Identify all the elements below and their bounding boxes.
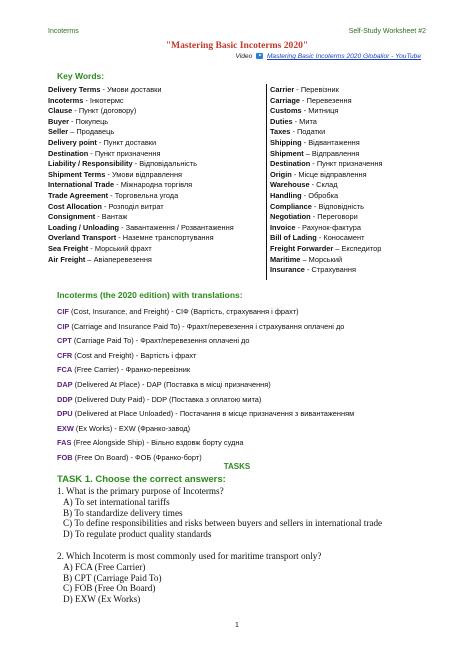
- key-word-term: Freight Forwarder: [270, 243, 334, 253]
- incoterm-code: CIF: [57, 307, 69, 316]
- key-word-translation: Пункт призначення: [94, 148, 161, 158]
- incoterm-description: (Carriage Paid To) - Фрахт/перевезення оплачені до: [71, 336, 250, 346]
- key-word-translation: Податки: [297, 127, 326, 137]
- answer-option: D) EXW (Ex Works): [63, 594, 141, 605]
- key-word-term: Delivery point: [48, 137, 97, 147]
- key-words-heading: Key Words:: [57, 71, 105, 81]
- key-word-translation: Відповідальність: [139, 159, 197, 169]
- answer-option: B) To standardize delivery times: [63, 507, 183, 518]
- incoterm-row: [57, 393, 447, 408]
- answer-option: B) CPT (Carriage Paid To): [63, 572, 162, 583]
- key-word-separator: -: [116, 233, 123, 243]
- key-word-translation: Вантаж: [101, 212, 128, 222]
- key-word-translation: Розподіл витрат: [108, 201, 164, 211]
- key-word-term: Handling: [270, 190, 302, 200]
- key-word-translation: Пункт доставки: [103, 137, 157, 147]
- video-link[interactable]: Mastering Basic Incoterms 2020 Globalior - YouTube: [266, 53, 421, 60]
- key-word-term: Consignment: [48, 212, 96, 222]
- incoterm-description: (Free On Board) - ФОБ (Франко-борт): [72, 452, 202, 462]
- key-word-term: Duties: [270, 116, 293, 126]
- incoterm-row: [57, 349, 447, 364]
- incoterms-list: [57, 305, 447, 466]
- incoterm-row: [57, 320, 447, 335]
- questions-list: [57, 486, 457, 605]
- incoterm-description: (Free Alongside Ship) - Вільно вздовж борту судна: [71, 438, 244, 448]
- key-word-translation: Експедитор: [341, 243, 382, 253]
- incoterm-description: (Cost and Freight) - Вартість і фрахт: [72, 350, 197, 360]
- key-word-term: Seller: [48, 127, 69, 137]
- key-word-term: Carrier: [270, 85, 295, 94]
- key-word-row: [270, 244, 440, 255]
- key-word-separator: –: [300, 254, 309, 264]
- key-word-separator: –: [303, 148, 312, 158]
- key-word-term: Negotiation: [270, 212, 311, 222]
- key-word-translation: Митниця: [308, 106, 339, 116]
- incoterm-row: [57, 363, 447, 378]
- key-word-separator: -: [311, 201, 319, 211]
- key-word-row: [48, 223, 263, 234]
- incoterm-code: DDP: [57, 394, 73, 404]
- key-word-translation: Переговори: [317, 212, 358, 222]
- key-word-separator: -: [295, 222, 303, 232]
- incoterm-description: (Delivered Duty Paid) - DDP (Поставка з оплатою мита): [72, 394, 262, 404]
- key-word-row: [270, 117, 440, 128]
- key-word-separator: -: [292, 116, 300, 126]
- question-block: [57, 551, 457, 605]
- key-word-term: Air Freight: [48, 254, 86, 264]
- key-word-translation: Відвантаження: [308, 137, 360, 147]
- key-word-translation: Відповідність: [318, 201, 364, 211]
- key-word-row: [48, 180, 263, 191]
- answer-option: A) FCA (Free Carrier): [63, 561, 146, 572]
- key-word-separator: -: [95, 212, 102, 222]
- video-icon: [256, 53, 263, 59]
- key-word-term: Customs: [270, 106, 302, 116]
- key-word-separator: -: [300, 95, 307, 105]
- key-word-row: [48, 106, 263, 117]
- key-word-separator: -: [309, 180, 317, 190]
- key-word-row: [48, 170, 263, 181]
- key-word-translation: Умови відправлення: [111, 169, 183, 179]
- key-word-separator: -: [101, 201, 109, 211]
- key-word-row: [270, 85, 440, 96]
- key-word-separator: -: [301, 137, 309, 147]
- key-word-translation: Продавець: [76, 127, 115, 137]
- key-word-row: [270, 212, 440, 223]
- key-word-translation: Обробка: [308, 190, 339, 200]
- key-word-term: Origin: [270, 169, 292, 179]
- key-word-term: Insurance: [270, 265, 305, 275]
- key-word-separator: -: [304, 265, 312, 275]
- key-word-row: [270, 127, 440, 138]
- key-word-translation: Умови доставки: [107, 85, 162, 94]
- key-word-term: Shipment: [270, 148, 304, 158]
- incoterm-code: FAS: [57, 438, 72, 448]
- key-word-separator: -: [291, 169, 299, 179]
- key-word-translation: Коносамент: [323, 233, 365, 243]
- key-word-row: [270, 159, 440, 170]
- incoterm-description: (Ex Works) - EXW (Франко-завод): [73, 423, 191, 433]
- video-label: Video: [235, 53, 253, 60]
- answer-option: C) FOB (Free On Board): [63, 583, 156, 594]
- key-word-row: [48, 138, 263, 149]
- key-word-row: [270, 180, 440, 191]
- key-word-row: [270, 138, 440, 149]
- key-word-translation: Міжнародна торгівля: [120, 180, 193, 190]
- key-word-row: [48, 149, 263, 160]
- key-word-row: [48, 233, 263, 244]
- key-word-row: [48, 244, 263, 255]
- key-words-left: [48, 85, 263, 265]
- key-word-translation: Перевезення: [306, 95, 352, 105]
- key-word-term: International Trade: [48, 180, 115, 190]
- incoterm-row: [57, 436, 447, 451]
- key-word-translation: Авіаперевезення: [93, 254, 152, 264]
- key-word-separator: -: [100, 85, 108, 94]
- incoterm-code: FCA: [57, 365, 73, 375]
- key-word-row: [48, 85, 263, 96]
- key-word-separator: -: [301, 106, 309, 116]
- key-word-separator: –: [333, 243, 342, 253]
- incoterm-code: DAP: [57, 379, 73, 389]
- key-word-row: [270, 233, 440, 244]
- key-word-row: [48, 202, 263, 213]
- key-word-term: Warehouse: [270, 180, 310, 190]
- column-divider: [266, 84, 267, 280]
- key-word-separator: -: [301, 190, 309, 200]
- key-word-row: [270, 255, 440, 266]
- incoterms-heading: Incoterms (the 2020 edition) with translations:: [57, 290, 243, 300]
- key-word-term: Delivery Terms: [48, 85, 101, 94]
- key-word-term: Loading / Unloading: [48, 222, 120, 232]
- answer-option: C) To define responsibilities and risks between buyers and sellers in international trade: [63, 518, 383, 529]
- key-word-translation: Інкотермс: [89, 95, 124, 105]
- key-word-translation: Перевізник: [300, 85, 339, 94]
- answer-option: D) To regulate product quality standards: [63, 529, 212, 540]
- key-word-separator: -: [72, 106, 79, 116]
- key-word-separator: -: [316, 233, 324, 243]
- key-word-translation: Наземне транспортування: [122, 233, 214, 243]
- key-word-term: Compliance: [270, 201, 312, 211]
- key-word-translation: Пункт призначення: [316, 159, 383, 169]
- key-word-term: Incoterms: [48, 95, 84, 105]
- key-word-row: [270, 170, 440, 181]
- key-words-right: [270, 85, 440, 276]
- incoterm-description: (Free Carrier) - Франко-перевізник: [72, 365, 191, 375]
- page-title: "Mastering Basic Incoterms 2020": [165, 40, 309, 51]
- key-word-separator: -: [108, 190, 115, 200]
- key-word-term: Maritime: [270, 254, 301, 264]
- key-word-separator: -: [105, 169, 112, 179]
- key-word-term: Liability / Responsibility: [48, 159, 133, 169]
- key-word-row: [270, 202, 440, 213]
- key-word-translation: Покупець: [75, 116, 109, 126]
- key-word-term: Sea Freight: [48, 243, 89, 253]
- key-word-row: [48, 117, 263, 128]
- incoterm-row: [57, 334, 447, 349]
- key-word-row: [270, 106, 440, 117]
- key-word-separator: -: [68, 116, 76, 126]
- key-word-translation: Відправлення: [311, 148, 360, 158]
- header-left: Incoterms: [48, 28, 79, 35]
- answer-option: A) To set international tariffs: [63, 496, 170, 507]
- key-word-translation: Морський фрахт: [94, 243, 152, 253]
- key-word-translation: Морський: [308, 254, 343, 264]
- key-word-row: [48, 212, 263, 223]
- key-word-term: Buyer: [48, 116, 69, 126]
- key-word-row: [270, 265, 440, 276]
- key-word-separator: -: [96, 137, 104, 147]
- question-block: [57, 486, 457, 540]
- key-word-term: Trade Agreement: [48, 190, 109, 200]
- key-word-separator: -: [83, 95, 90, 105]
- task1-heading: TASK 1. Choose the correct answers:: [57, 474, 226, 485]
- key-word-term: Destination: [48, 148, 89, 158]
- incoterm-row: [57, 378, 447, 393]
- key-word-separator: -: [114, 180, 121, 190]
- key-word-row: [270, 149, 440, 160]
- key-word-translation: Мита: [299, 116, 317, 126]
- key-word-term: Shipping: [270, 137, 302, 147]
- key-word-separator: -: [310, 212, 318, 222]
- key-word-term: Carriage: [270, 95, 300, 105]
- key-word-row: [48, 159, 263, 170]
- incoterm-row: [57, 305, 447, 320]
- incoterm-code: CIP: [57, 321, 70, 331]
- key-word-translation: Місце відправлення: [298, 169, 367, 179]
- incoterm-description: (Delivered at Place Unloaded) - Постачання в місце призначення з вивантаженням: [72, 409, 355, 419]
- key-word-translation: Завантаження / Розвантаження: [125, 222, 234, 232]
- key-word-term: Clause: [48, 106, 73, 116]
- header-right: Self-Study Worksheet #2: [348, 28, 426, 35]
- key-word-translation: Пункт (договору): [78, 106, 137, 116]
- key-word-term: Destination: [270, 159, 311, 169]
- key-word-row: [270, 96, 440, 107]
- incoterm-code: CPT: [57, 336, 72, 346]
- key-word-translation: Торговельна угода: [114, 190, 179, 200]
- key-word-separator: -: [294, 85, 301, 94]
- incoterm-code: CFR: [57, 350, 73, 360]
- key-word-separator: -: [132, 159, 140, 169]
- key-word-separator: -: [119, 222, 126, 232]
- key-word-translation: Склад: [316, 180, 338, 190]
- key-word-row: [48, 127, 263, 138]
- incoterm-description: (Cost, Insurance, and Freight) - СІФ (Вартість, страхування і фрахт): [68, 307, 299, 316]
- key-word-separator: -: [88, 148, 95, 158]
- key-word-row: [48, 96, 263, 107]
- key-word-term: Taxes: [270, 127, 291, 137]
- key-word-translation: Страхування: [311, 265, 356, 275]
- video-line: [236, 53, 422, 60]
- incoterm-code: FOB: [57, 452, 73, 462]
- key-word-term: Cost Allocation: [48, 201, 102, 211]
- key-word-row: [48, 191, 263, 202]
- question-text: 2. Which Incoterm is most commonly used for maritime transport only?: [57, 550, 322, 561]
- incoterm-description: (Delivered At Place) - DAP (Поставка в місці призначення): [72, 379, 271, 389]
- question-text: 1. What is the primary purpose of Incoterms?: [57, 486, 224, 496]
- key-word-separator: –: [68, 127, 77, 137]
- incoterm-row: [57, 407, 447, 422]
- key-word-translation: Рахунок-фактура: [302, 222, 361, 232]
- key-word-separator: -: [290, 127, 297, 137]
- key-word-term: Invoice: [270, 222, 296, 232]
- tasks-heading: TASKS: [223, 462, 251, 471]
- key-word-separator: –: [85, 254, 94, 264]
- key-word-term: Shipment Terms: [48, 169, 106, 179]
- key-word-term: Overland Transport: [48, 233, 117, 243]
- key-word-separator: -: [310, 159, 317, 169]
- key-word-row: [270, 223, 440, 234]
- page-number: 1: [235, 622, 239, 629]
- key-word-separator: -: [88, 243, 95, 253]
- incoterm-code: DPU: [57, 409, 73, 419]
- incoterm-code: EXW: [57, 423, 74, 433]
- incoterm-description: (Carriage and Insurance Paid To) - Фрахт/перевезення і страхування оплачені до: [69, 321, 345, 331]
- key-word-term: Bill of Lading: [270, 233, 317, 243]
- key-word-row: [270, 191, 440, 202]
- key-word-row: [48, 255, 263, 266]
- incoterm-row: [57, 422, 447, 437]
